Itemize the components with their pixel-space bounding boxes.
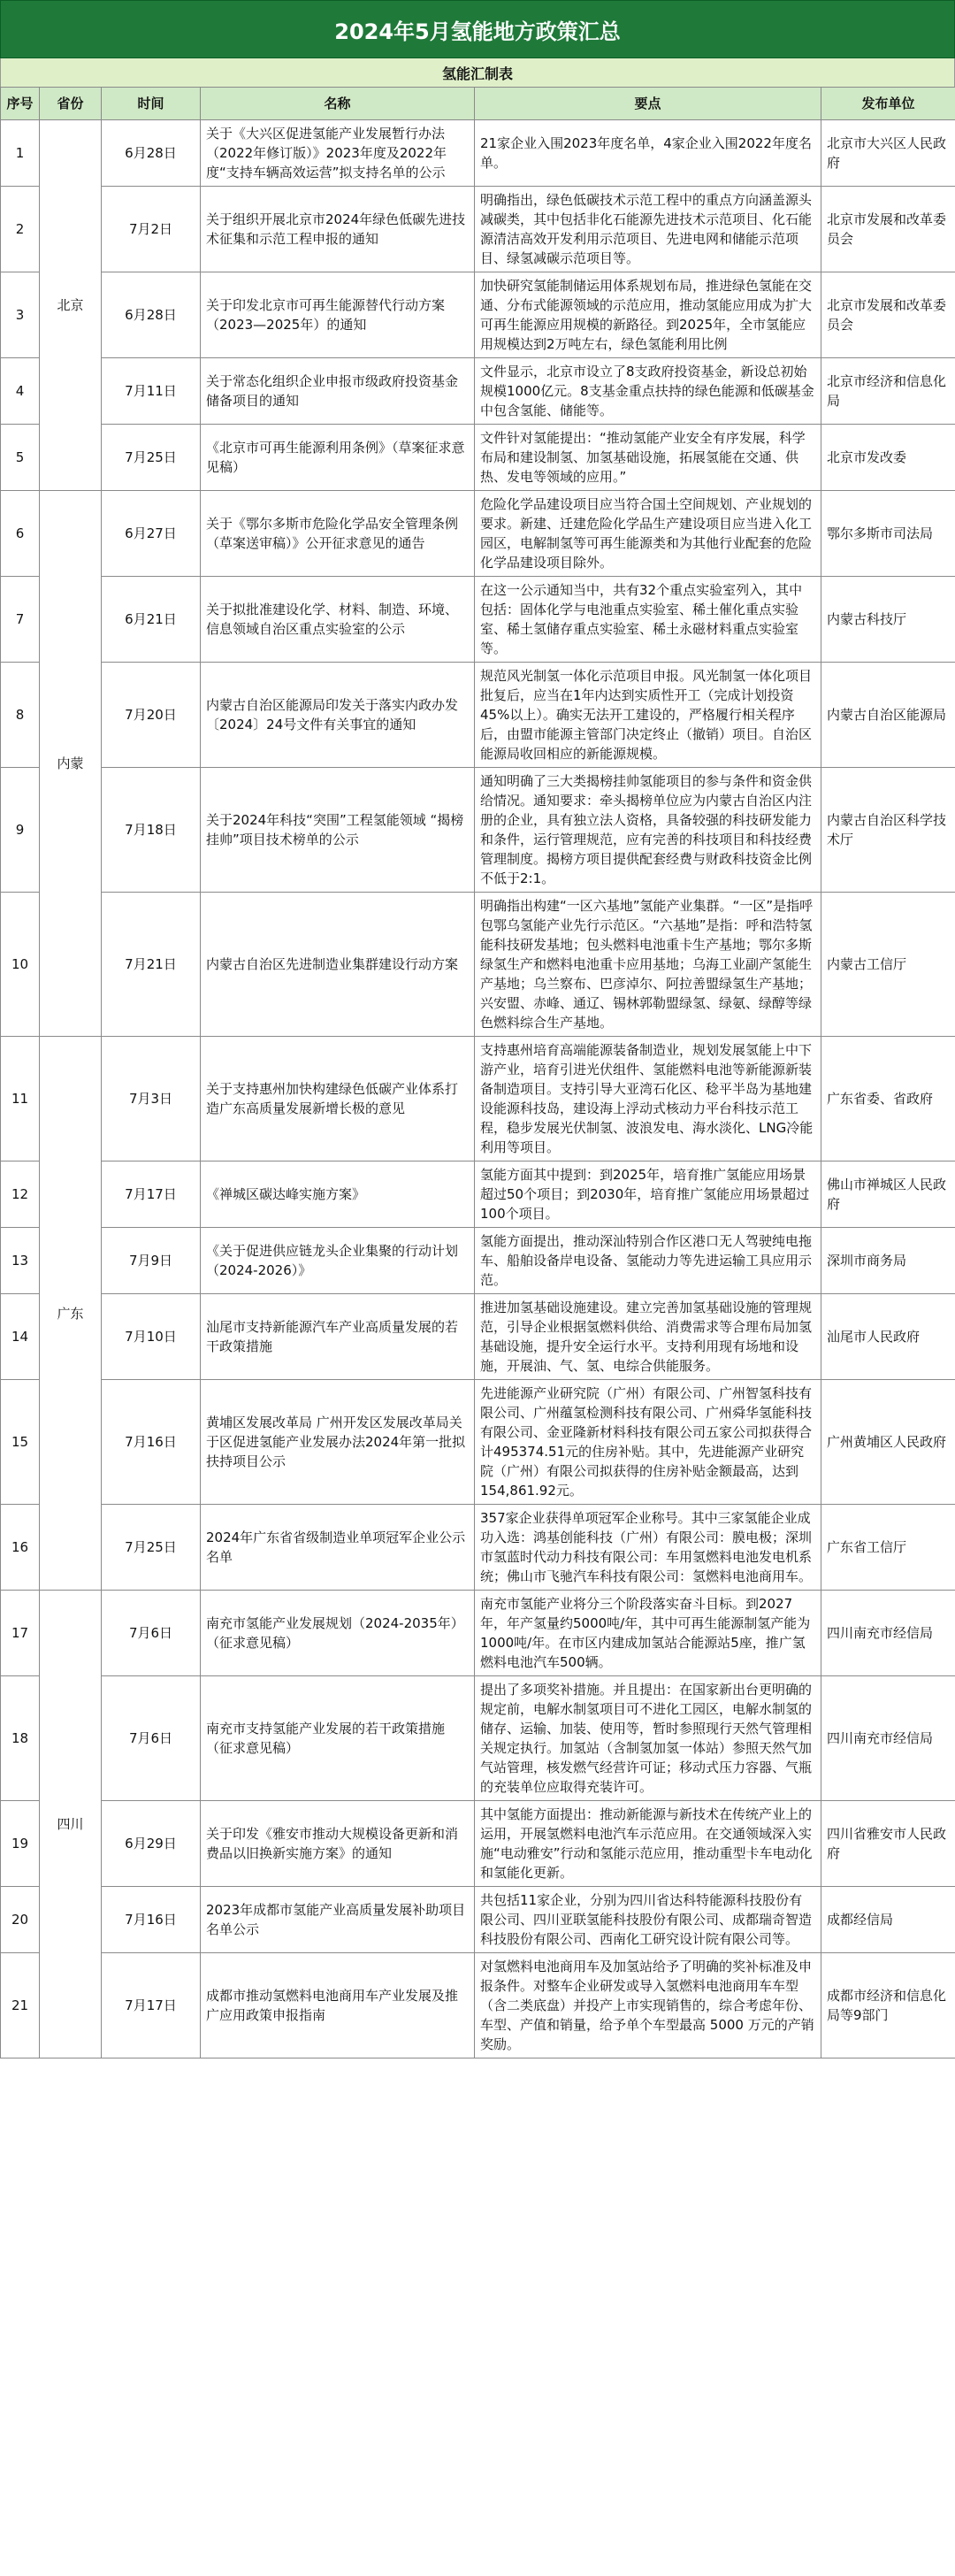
row-name: 《关于促进供应链龙头企业集聚的行动计划（2024-2026）》 [201, 1228, 475, 1294]
row-index: 17 [1, 1591, 40, 1676]
row-name: 关于2024年科技“突围”工程氢能领域 “揭榜挂帅”项目技术榜单的公示 [201, 768, 475, 893]
row-name: 黄埔区发展改革局 广州开发区发展改革局关于区促进氢能产业发展办法2024年第一批拟扶持项目公示 [201, 1380, 475, 1505]
row-date: 7月17日 [102, 1162, 201, 1228]
row-points: 先进能源产业研究院（广州）有限公司、广州智氢科技有限公司、广州蕴氢检测科技有限公司、广州舜华氢能科技有限公司、金亚隆新材料科技有限公司五家公司拟获得合计495374.51元的住房补贴。其中，先进能源产业研究院（广州）有限公司拟获得的住房补贴金额最高，达到154,861.92元。 [475, 1380, 821, 1505]
row-date: 7月9日 [102, 1228, 201, 1294]
row-index: 10 [1, 893, 40, 1037]
table-row [1, 1380, 955, 1505]
row-name: 汕尾市支持新能源汽车产业高质量发展的若干政策措施 [201, 1294, 475, 1380]
table-row [1, 425, 955, 491]
province-cell: 四川 [40, 1591, 102, 2058]
row-date: 7月6日 [102, 1676, 201, 1801]
row-name: 关于常态化组织企业申报市级政府投资基金储备项目的通知 [201, 358, 475, 425]
row-index: 8 [1, 663, 40, 768]
row-issuer: 北京市经济和信息化局 [821, 358, 955, 425]
row-name: 《禅城区碳达峰实施方案》 [201, 1162, 475, 1228]
table-row [1, 1887, 955, 1953]
table-row [1, 120, 955, 187]
row-issuer: 北京市发展和改革委员会 [821, 272, 955, 358]
row-index: 21 [1, 1953, 40, 2058]
row-date: 7月10日 [102, 1294, 201, 1380]
table-row [1, 272, 955, 358]
row-issuer: 北京市发展和改革委员会 [821, 187, 955, 272]
header-name: 名称 [201, 88, 475, 120]
row-index: 4 [1, 358, 40, 425]
row-index: 14 [1, 1294, 40, 1380]
header-date: 时间 [102, 88, 201, 120]
row-index: 9 [1, 768, 40, 893]
table-row [1, 1162, 955, 1228]
row-points: 文件针对氢能提出：“推动氢能产业安全有序发展，科学布局和建设制氢、加氢基础设施，拓展氢能在交通、供热、发电等领域的应用。” [475, 425, 821, 491]
row-date: 7月25日 [102, 1505, 201, 1591]
row-issuer: 四川南充市经信局 [821, 1676, 955, 1801]
sheet-title: 2024年5月氢能地方政策汇总 [0, 0, 955, 58]
table-row [1, 1801, 955, 1887]
row-name: 关于支持惠州加快构建绿色低碳产业体系打造广东高质量发展新增长极的意见 [201, 1037, 475, 1162]
row-name: 南充市支持氢能产业发展的若干政策措施（征求意见稿） [201, 1676, 475, 1801]
row-points: 危险化学品建设项目应当符合国土空间规划、产业规划的要求。新建、迁建危险化学品生产建设项目应当进入化工园区，电解制氢等可再生能源类和为其他行业配套的危险化学品建设项目除外。 [475, 491, 821, 577]
row-issuer: 成都经信局 [821, 1887, 955, 1953]
row-date: 7月3日 [102, 1037, 201, 1162]
row-index: 7 [1, 577, 40, 663]
row-name: 内蒙古自治区先进制造业集群建设行动方案 [201, 893, 475, 1037]
row-index: 19 [1, 1801, 40, 1887]
row-points: 通知明确了三大类揭榜挂帅氢能项目的参与条件和资金供给情况。通知要求：牵头揭榜单位应为内蒙古自治区内注册的企业，具有独立法人资格，具备较强的科技研发能力和条件，运行管理规范，应有完善的科技项目和科技经费管理制度。揭榜方项目提供配套经费与财政科技资金比例不低于2:1。 [475, 768, 821, 893]
table-row [1, 1294, 955, 1380]
row-name: 关于《鄂尔多斯市危险化学品安全管理条例（草案送审稿）》公开征求意见的通告 [201, 491, 475, 577]
row-name: 关于组织开展北京市2024年绿色低碳先进技术征集和示范工程申报的通知 [201, 187, 475, 272]
table-row [1, 1953, 955, 2058]
province-cell: 北京 [40, 120, 102, 491]
row-index: 6 [1, 491, 40, 577]
row-name: 关于印发《雅安市推动大规模设备更新和消费品以旧换新实施方案》的通知 [201, 1801, 475, 1887]
row-points: 提出了多项奖补措施。并且提出：在国家新出台更明确的规定前，电解水制氢项目可不进化工园区，电解水制氢的储存、运输、加装、使用等，暂时参照现行天然气管理相关规定执行。加氢站（含制氢加氢一体站）参照天然气加气站管理，核发燃气经营许可证；移动式压力容器、气瓶的充装单位应取得充装许可。 [475, 1676, 821, 1801]
row-date: 6月29日 [102, 1801, 201, 1887]
table-row [1, 1591, 955, 1676]
row-index: 11 [1, 1037, 40, 1162]
row-index: 18 [1, 1676, 40, 1801]
row-date: 7月11日 [102, 358, 201, 425]
row-index: 1 [1, 120, 40, 187]
row-index: 12 [1, 1162, 40, 1228]
row-index: 2 [1, 187, 40, 272]
row-date: 7月6日 [102, 1591, 201, 1676]
table-row [1, 187, 955, 272]
table-row [1, 1037, 955, 1162]
row-date: 6月28日 [102, 272, 201, 358]
row-points: 氢能方面提出，推动深汕特别合作区港口无人驾驶纯电拖车、船舶设备岸电设备、氢能动力等先进运输工具应用示范。 [475, 1228, 821, 1294]
row-points: 明确指出构建“一区六基地”氢能产业集群。“一区”是指呼包鄂乌氢能产业先行示范区。“六基地”是指：呼和浩特氢能科技研发基地；包头燃料电池重卡生产基地；鄂尔多斯绿氢生产和燃料电池重卡应用基地；乌海工业副产氢能生产基地；乌兰察布、巴彦淖尔、阿拉善盟绿氢生产基地；兴安盟、赤峰、通辽、锡林郭勒盟绿氢、绿氨、绿醇等绿色燃料综合生产基地。 [475, 893, 821, 1037]
row-date: 7月21日 [102, 893, 201, 1037]
table-row [1, 663, 955, 768]
row-index: 3 [1, 272, 40, 358]
row-date: 7月20日 [102, 663, 201, 768]
row-date: 6月21日 [102, 577, 201, 663]
row-points: 南充市氢能产业将分三个阶段落实奋斗目标。到2027年，年产氢量约5000吨/年，其中可再生能源制氢产能为1000吨/年。在市区内建成加氢站合能源站5座，推广氢燃料电池汽车500辆。 [475, 1591, 821, 1676]
row-index: 13 [1, 1228, 40, 1294]
row-points: 明确指出，绿色低碳技术示范工程中的重点方向涵盖源头减碳类，其中包括非化石能源先进技术示范项目、化石能源清洁高效开发利用示范项目、先进电网和储能示范项目、绿氢减碳示范项目等。 [475, 187, 821, 272]
row-points: 推进加氢基础设施建设。建立完善加氢基础设施的管理规范，引导企业根据氢燃料供给、消费需求等合理布局加氢基础设施，提升安全运行水平。支持利用现有场地和设施，开展油、气、氢、电综合供能服务。 [475, 1294, 821, 1380]
table-row [1, 1505, 955, 1591]
row-issuer: 鄂尔多斯市司法局 [821, 491, 955, 577]
row-index: 5 [1, 425, 40, 491]
row-index: 15 [1, 1380, 40, 1505]
row-name: 南充市氢能产业发展规划（2024-2035年）（征求意见稿） [201, 1591, 475, 1676]
row-points: 357家企业获得单项冠军企业称号。其中三家氢能企业成功入选：鸿基创能科技（广州）有限公司：膜电极；深圳市氢蓝时代动力科技有限公司：车用氢燃料电池发电机系统；佛山市飞驰汽车科技有限公司：氢燃料电池商用车。 [475, 1505, 821, 1591]
row-issuer: 广东省委、省政府 [821, 1037, 955, 1162]
row-issuer: 佛山市禅城区人民政府 [821, 1162, 955, 1228]
row-name: 2023年成都市氢能产业高质量发展补助项目名单公示 [201, 1887, 475, 1953]
row-points: 氢能方面其中提到：到2025年，培育推广氢能应用场景超过50个项目；到2030年，培育推广氢能应用场景超过100个项目。 [475, 1162, 821, 1228]
row-issuer: 北京市发改委 [821, 425, 955, 491]
province-cell: 广东 [40, 1037, 102, 1591]
row-date: 7月16日 [102, 1887, 201, 1953]
row-index: 20 [1, 1887, 40, 1953]
table-row [1, 768, 955, 893]
table-header-row [1, 88, 955, 120]
row-name: 《北京市可再生能源利用条例》（草案征求意见稿） [201, 425, 475, 491]
row-issuer: 四川南充市经信局 [821, 1591, 955, 1676]
header-points: 要点 [475, 88, 821, 120]
sheet-subtitle: 氢能汇制表 [0, 58, 955, 87]
row-name: 2024年广东省省级制造业单项冠军企业公示名单 [201, 1505, 475, 1591]
row-name: 关于《大兴区促进氢能产业发展暂行办法（2022年修订版）》2023年度及2022年度“支持车辆高效运营”拟支持名单的公示 [201, 120, 475, 187]
table-row [1, 577, 955, 663]
row-issuer: 广州黄埔区人民政府 [821, 1380, 955, 1505]
row-points: 文件显示，北京市设立了8支政府投资基金，新设总初始规模1000亿元。8支基金重点扶持的绿色能源和低碳基金中包含氢能、储能等。 [475, 358, 821, 425]
row-date: 7月17日 [102, 1953, 201, 2058]
table-row [1, 358, 955, 425]
row-points: 共包括11家企业，分别为四川省达科特能源科技股份有限公司、四川亚联氢能科技股份有限公司、成都瑞奇智造科技股份有限公司、西南化工研究设计院有限公司等。 [475, 1887, 821, 1953]
row-issuer: 内蒙古自治区能源局 [821, 663, 955, 768]
row-date: 7月16日 [102, 1380, 201, 1505]
row-issuer: 内蒙古工信厅 [821, 893, 955, 1037]
row-date: 7月2日 [102, 187, 201, 272]
row-issuer: 汕尾市人民政府 [821, 1294, 955, 1380]
row-date: 7月25日 [102, 425, 201, 491]
row-name: 内蒙古自治区能源局印发关于落实内政办发〔2024〕24号文件有关事宜的通知 [201, 663, 475, 768]
header-index: 序号 [1, 88, 40, 120]
row-date: 6月27日 [102, 491, 201, 577]
row-issuer: 北京市大兴区人民政府 [821, 120, 955, 187]
row-points: 在这一公示通知当中，共有32个重点实验室列入，其中包括：固体化学与电池重点实验室、稀土催化重点实验室、稀土氢储存重点实验室、稀土永磁材料重点实验室等。 [475, 577, 821, 663]
table-row [1, 491, 955, 577]
row-date: 6月28日 [102, 120, 201, 187]
row-index: 16 [1, 1505, 40, 1591]
row-issuer: 内蒙古自治区科学技术厅 [821, 768, 955, 893]
row-issuer: 内蒙古科技厅 [821, 577, 955, 663]
table-row [1, 1228, 955, 1294]
row-issuer: 四川省雅安市人民政府 [821, 1801, 955, 1887]
row-points: 对氢燃料电池商用车及加氢站给予了明确的奖补标准及申报条件。对整车企业研发或导入氢燃料电池商用车车型（含二类底盘）并投产上市实现销售的，综合考虑年份、车型、产值和销量，给予单个车型最高 5000 万元的产销奖励。 [475, 1953, 821, 2058]
row-issuer: 广东省工信厅 [821, 1505, 955, 1591]
row-name: 成都市推动氢燃料电池商用车产业发展及推广应用政策申报指南 [201, 1953, 475, 2058]
row-date: 7月18日 [102, 768, 201, 893]
row-points: 21家企业入围2023年度名单，4家企业入围2022年度名单。 [475, 120, 821, 187]
row-issuer: 深圳市商务局 [821, 1228, 955, 1294]
row-name: 关于印发北京市可再生能源替代行动方案（2023—2025年）的通知 [201, 272, 475, 358]
row-name: 关于拟批准建设化学、材料、制造、环境、信息领域自治区重点实验室的公示 [201, 577, 475, 663]
policy-table [0, 87, 955, 2058]
row-points: 支持惠州培育高端能源装备制造业，规划发展氢能上中下游产业，培育引进光伏组件、氢能燃料电池等新能源新装备制造项目。支持引导大亚湾石化区、稔平半岛为基地建设能源科技岛，建设海上浮动式核动力平台科技示范工程，稳步发展光伏制氢、波浪发电、海水淡化、LNG冷能利用等项目。 [475, 1037, 821, 1162]
row-points: 其中氢能方面提出：推动新能源与新技术在传统产业上的运用，开展氢燃料电池汽车示范应用。在交通领域深入实施“电动雅安”行动和氢能示范应用，推动重型卡车电动化和氢能化更新。 [475, 1801, 821, 1887]
row-points: 加快研究氢能制储运用体系规划布局，推进绿色氢能在交通、分布式能源领域的示范应用，推动氢能应用成为扩大可再生能源应用规模的新路径。到2025年，全市氢能应用规模达到2万吨左右，绿色氢能利用比例 [475, 272, 821, 358]
table-row [1, 893, 955, 1037]
header-province: 省份 [40, 88, 102, 120]
row-issuer: 成都市经济和信息化局等9部门 [821, 1953, 955, 2058]
row-points: 规范风光制氢一体化示范项目申报。风光制氢一体化项目批复后，应当在1年内达到实质性开工（完成计划投资45%以上）。确实无法开工建设的，严格履行相关程序后，由盟市能源主管部门决定终止（撤销）项目。自治区能源局收回相应的新能源规模。 [475, 663, 821, 768]
header-issuer: 发布单位 [821, 88, 955, 120]
province-cell: 内蒙 [40, 491, 102, 1037]
table-row [1, 1676, 955, 1801]
